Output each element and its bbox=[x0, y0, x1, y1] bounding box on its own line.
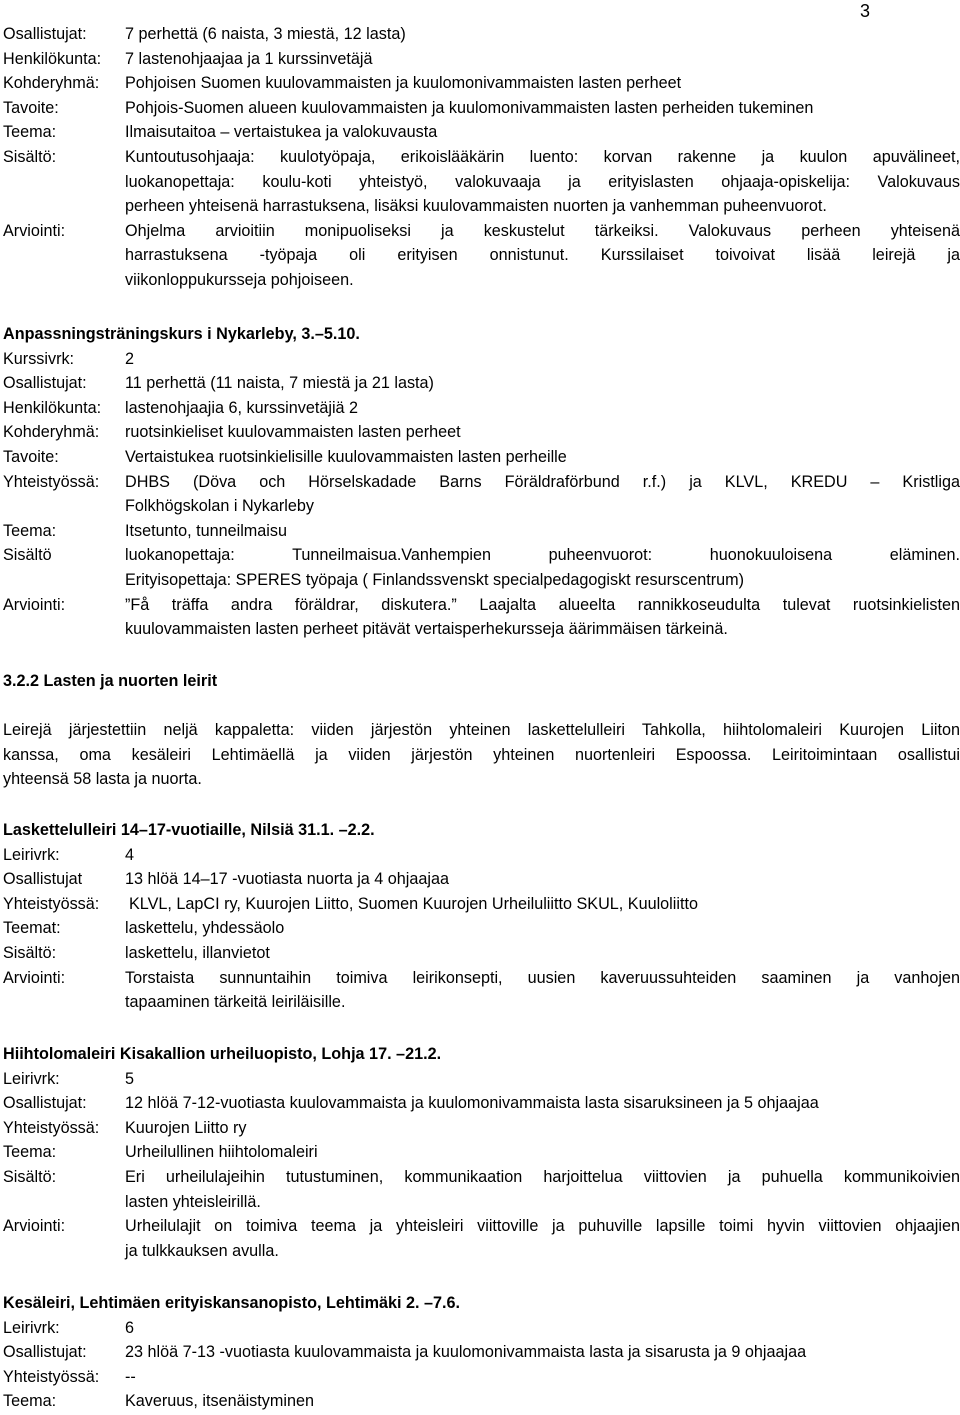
field-value: 23 hlöä 7-13 -vuotiasta kuulovammaista ja kuulomonivammaista lasta ja sisarusta ja 9 ohjaajaa bbox=[125, 1343, 807, 1362]
field-leirivrk bbox=[3, 843, 960, 868]
field-value-line: lasten yhteisleirillä. bbox=[125, 1192, 261, 1211]
field-value-line: tapaaminen tärkeitä leiriläisille. bbox=[125, 993, 346, 1012]
field-label: Teema: bbox=[3, 1392, 57, 1411]
field-value-line: Ohjelma arvioitiin monipuoliseksi ja keskustelut tärkeiksi. Valokuvaus perheen yhteisenä bbox=[125, 221, 960, 240]
field-label: Leirivrk: bbox=[3, 845, 60, 864]
field-yhteistyossa bbox=[3, 1365, 960, 1390]
field-label: Yhteistyössä: bbox=[3, 472, 100, 491]
field-value: -- bbox=[125, 1367, 136, 1386]
field-value: 4 bbox=[125, 845, 135, 864]
field-label: Teema: bbox=[3, 1143, 57, 1162]
field-value: laskettelu, yhdessäolo bbox=[125, 919, 285, 938]
field-value-line: luokanopettaja: koulu-koti yhteistyö, valokuvaaja ja erityislasten ohjaaja-opiskelija: Valokuvaus bbox=[125, 172, 960, 191]
field-label: Leirivrk: bbox=[3, 1069, 60, 1088]
field-label: Arviointi: bbox=[3, 221, 66, 240]
field-value: 7 lastenohjaajaa ja 1 kurssinvetäjä bbox=[125, 49, 373, 68]
paragraph-line: yhteensä 58 lasta ja nuorta. bbox=[3, 770, 202, 789]
field-value-line: ”Få träffa andra föräldrar, diskutera.” Laajalta alueelta rannikkoseudulta tulevat ruotsinkielisten bbox=[125, 595, 960, 614]
course-heading: Anpassningsträningskurs i Nykarleby, 3.–5.10. bbox=[3, 325, 360, 343]
field-label: Teemat: bbox=[3, 919, 61, 938]
paragraph-line: Leirejä järjestettiin neljä kappaletta: viiden järjestön yhteinen laskettelulleiri Tahkolla, hiihtolomaleiri Kuurojen Liiton bbox=[3, 721, 960, 739]
field-label: Osallistujat bbox=[3, 870, 83, 889]
field-value-line: Folkhögskolan i Nykarleby bbox=[125, 497, 314, 516]
field-label: Osallistujat: bbox=[3, 374, 87, 393]
field-arviointi bbox=[3, 1214, 960, 1239]
field-label: Osallistujat: bbox=[3, 1343, 87, 1362]
field-label: Osallistujat: bbox=[3, 1094, 87, 1113]
field-value-line: DHBS (Döva och Hörselskadade Barns Föräldraförbund r.f.) ja KLVL, KREDU – Kristliga bbox=[125, 472, 960, 491]
field-value-line: ja tulkkauksen avulla. bbox=[125, 1241, 279, 1260]
field-label: Teema: bbox=[3, 123, 57, 142]
field-label: Yhteistyössä: bbox=[3, 894, 100, 913]
field-arviointi bbox=[3, 593, 960, 618]
field-label: Yhteistyössä: bbox=[3, 1367, 100, 1386]
field-arviointi bbox=[3, 219, 960, 244]
camp-heading: Kesäleiri, Lehtimäen erityiskansanopisto, Lehtimäki 2. –7.6. bbox=[3, 1294, 461, 1312]
field-value-line: Torstaista sunnuntaihin toimiva leirikonsepti, uusien kaveruussuhteiden saaminen ja vanhojen bbox=[125, 968, 960, 987]
paragraph-line: kanssa, oma kesäleiri Lehtimäellä ja viiden järjestön yhteinen nuortenleiri Espoossa. Leiritoimintaan osallistui bbox=[3, 745, 960, 764]
field-value-line: Eri urheilulajeihin tutustuminen, kommunikaation harjoittelua viittovien ja puhuella kommunikoivien bbox=[125, 1168, 960, 1186]
field-label: Sisältö: bbox=[3, 944, 57, 962]
field-yhteistyossa bbox=[3, 892, 960, 917]
field-yhteistyossa bbox=[3, 1116, 960, 1141]
field-osallistujat bbox=[3, 1340, 960, 1365]
field-kohderyhma bbox=[3, 420, 960, 445]
field-teema bbox=[3, 120, 960, 145]
field-osallistujat bbox=[3, 1091, 960, 1116]
field-tavoite bbox=[3, 96, 960, 121]
field-value: 11 perhettä (11 naista, 7 miestä ja 21 lasta) bbox=[125, 374, 434, 393]
field-value: 6 bbox=[125, 1318, 135, 1337]
field-value: Kaveruus, itsenäistyminen bbox=[125, 1392, 314, 1411]
field-label: Kohderyhmä: bbox=[3, 423, 100, 442]
field-label: Leirivrk: bbox=[3, 1318, 60, 1337]
field-value: Urheilullinen hiihtolomaleiri bbox=[125, 1143, 318, 1162]
field-value: Itsetunto, tunneilmaisu bbox=[125, 521, 287, 540]
field-label: Teema: bbox=[3, 521, 57, 540]
field-label: Tavoite: bbox=[3, 98, 59, 117]
field-label: Arviointi: bbox=[3, 595, 66, 614]
field-teema bbox=[3, 1140, 960, 1165]
field-label: Sisältö bbox=[3, 546, 52, 565]
field-value: lastenohjaajia 6, kurssinvetäjiä 2 bbox=[125, 398, 359, 417]
field-sisalto bbox=[3, 543, 960, 568]
field-label: Kurssivrk: bbox=[3, 349, 75, 368]
field-value: Pohjois-Suomen alueen kuulovammaisten ja kuulomonivammaisten lasten perheiden tukeminen bbox=[125, 98, 814, 117]
field-value: 5 bbox=[125, 1069, 135, 1088]
field-label: Arviointi: bbox=[3, 1217, 66, 1236]
field-value-line: luokanopettaja: Tunneilmaisua.Vanhempien puheenvuorot: huonokuuloisena eläminen. bbox=[125, 546, 960, 565]
field-kurssivrk bbox=[3, 347, 960, 372]
field-sisalto bbox=[3, 941, 960, 966]
field-value: 12 hlöä 7-12-vuotiasta kuulovammaista ja kuulomonivammaista lasta sisaruksineen ja 5 ohjaajaa bbox=[125, 1094, 819, 1113]
field-kohderyhma bbox=[3, 71, 960, 96]
field-label: Kohderyhmä: bbox=[3, 74, 100, 93]
field-label: Osallistujat: bbox=[3, 25, 87, 43]
field-label: Henkilökunta: bbox=[3, 49, 102, 68]
field-value: Ilmaisutaitoa – vertaistukea ja valokuvausta bbox=[125, 123, 438, 142]
field-leirivrk bbox=[3, 1067, 960, 1092]
field-value: 2 bbox=[125, 349, 135, 368]
field-henkilokunta bbox=[3, 396, 960, 421]
field-teema bbox=[3, 519, 960, 544]
field-label: Sisältö: bbox=[3, 148, 57, 166]
field-sisalto bbox=[3, 1165, 960, 1190]
field-value: Kuurojen Liitto ry bbox=[125, 1118, 247, 1137]
field-value-line: Kuntoutusohjaaja: kuulotyöpaja, erikoislääkärin luento: korvan rakenne ja kuulon apuvälineet, bbox=[125, 148, 960, 166]
field-sisalto bbox=[3, 145, 960, 170]
field-label: Arviointi: bbox=[3, 968, 66, 987]
field-osallistujat bbox=[3, 22, 960, 47]
field-label: Henkilökunta: bbox=[3, 398, 102, 417]
field-label: Tavoite: bbox=[3, 448, 59, 466]
field-value-line: perheen yhteisenä harrastuksena, lisäksi kuulovammaisten nuorten ja vanhemman puheenvuorot. bbox=[125, 197, 827, 216]
field-value-line: Erityisopettaja: SPERES työpaja ( Finlandssvenskt specialpedagogiskt resurscentrum) bbox=[125, 571, 745, 589]
field-yhteistyossa bbox=[3, 470, 960, 495]
field-henkilokunta bbox=[3, 47, 960, 72]
page-number: 3 bbox=[859, 1, 870, 21]
field-arviointi bbox=[3, 966, 960, 991]
camp-heading: Laskettelulleiri 14–17-vuotiaille, Nilsiä 31.1. –2.2. bbox=[3, 821, 375, 839]
field-osallistujat bbox=[3, 371, 960, 396]
field-teemat bbox=[3, 916, 960, 941]
field-leirivrk bbox=[3, 1316, 960, 1341]
field-value-line: Urheilulajit on toimiva teema ja yhteisleiri viittoville ja puhuville lapsille toimi hyvin viittovien ohjaajien bbox=[125, 1217, 960, 1236]
field-value: KLVL, LapCI ry, Kuurojen Liitto, Suomen Kuurojen Urheiluliitto SKUL, Kuuloliitto bbox=[129, 894, 698, 913]
field-value: 13 hlöä 14–17 -vuotiasta nuorta ja 4 ohjaajaa bbox=[125, 870, 449, 889]
field-tavoite bbox=[3, 445, 960, 470]
field-value-line: viikonloppukursseja pohjoiseen. bbox=[125, 271, 354, 289]
field-label: Yhteistyössä: bbox=[3, 1118, 100, 1137]
field-value: 7 perhettä (6 naista, 3 miestä, 12 lasta) bbox=[125, 25, 406, 43]
field-teema bbox=[3, 1389, 960, 1414]
field-value: Pohjoisen Suomen kuulovammaisten ja kuulomonivammaisten lasten perheet bbox=[125, 74, 682, 93]
field-value: Vertaistukea ruotsinkielisille kuulovammaisten lasten perheille bbox=[125, 448, 567, 466]
field-label: Sisältö: bbox=[3, 1168, 57, 1186]
field-value-line: harrastuksena -työpaja oli erityisen onnistunut. Kurssilaiset toivoivat lisää leirejä ja bbox=[125, 246, 960, 265]
section-heading: 3.2.2 Lasten ja nuorten leirit bbox=[3, 672, 218, 690]
field-osallistujat bbox=[3, 867, 960, 892]
field-value: laskettelu, illanvietot bbox=[125, 944, 270, 962]
field-value: ruotsinkieliset kuulovammaisten lasten perheet bbox=[125, 423, 461, 442]
camp-heading: Hiihtolomaleiri Kisakallion urheiluopisto, Lohja 17. –21.2. bbox=[3, 1045, 442, 1063]
field-value-line: kuulovammaisten lasten perheet pitävät vertaisperhekursseja äärimmäisen tärkeinä. bbox=[125, 620, 728, 639]
